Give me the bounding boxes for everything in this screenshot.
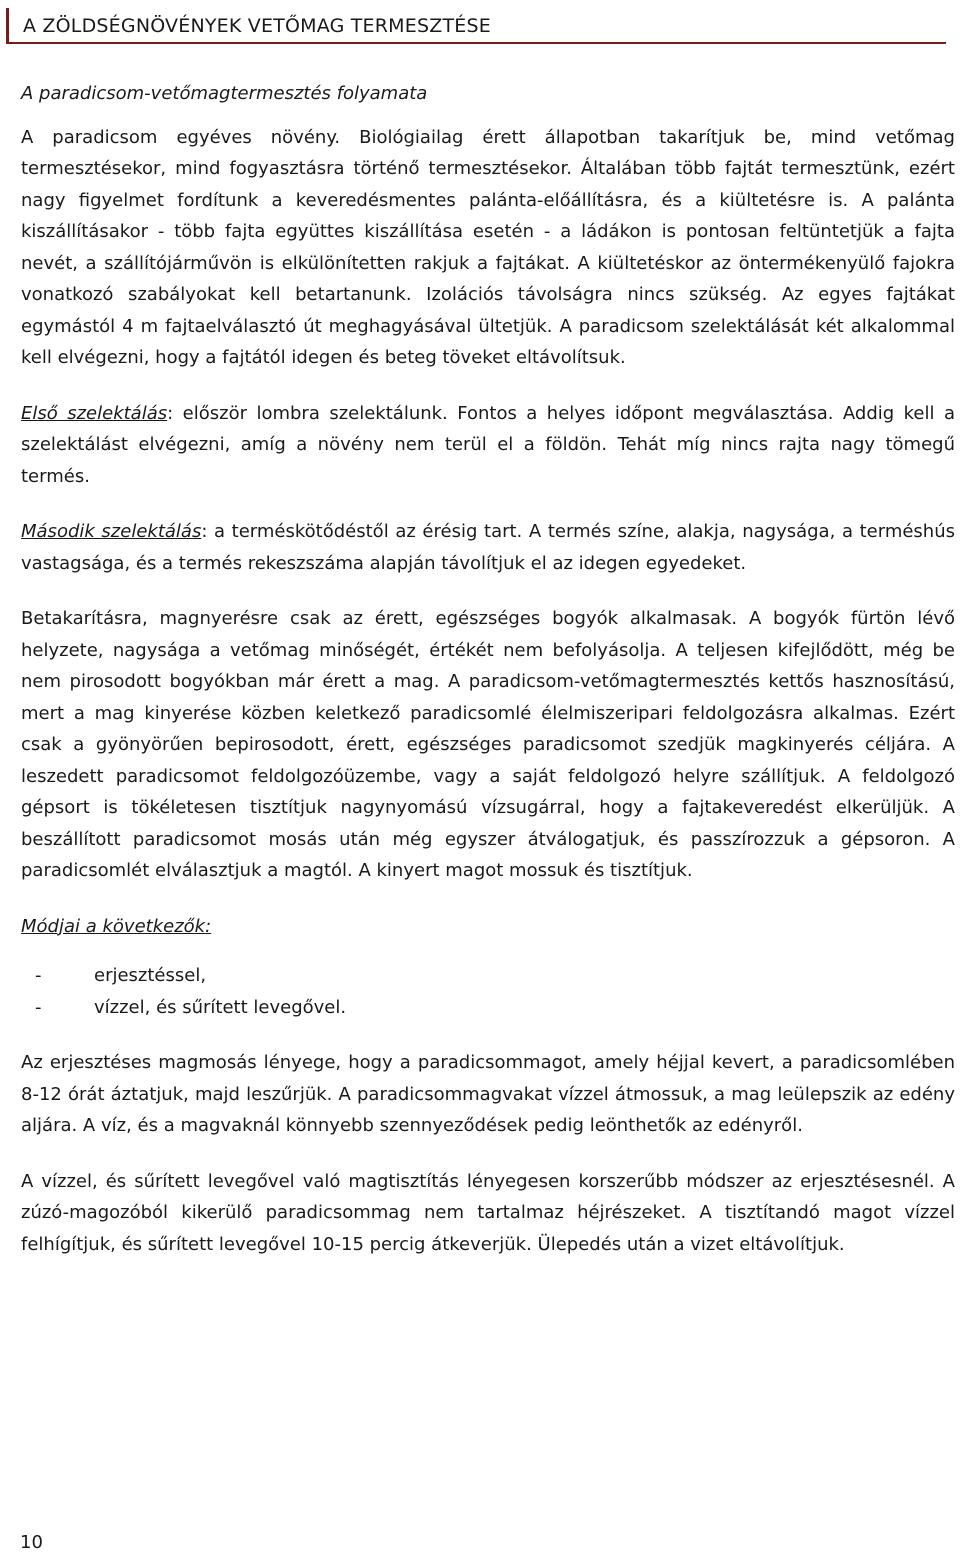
first-selection-text: : először lombra szelektálunk. Fontos a helyes időpont megválasztása. Addig kell a szelektálást elvégezni, amíg a növény nem terül el a földön. Tehát míg nincs rajta nagy tömegű termés. [21,402,956,487]
header-title: A ZÖLDSÉGNÖVÉNYEK VETŐMAG TERMESZTÉSE [23,15,491,37]
list-item [21,960,955,992]
paragraph-fermentation: Az erjesztéses magmosás lényege, hogy a paradicsommagot, amely héjjal kevert, a paradicsomlében 8-12 órát áztatjuk, majd leszűrjük. A paradicsommagvakat vízzel átmossuk, a mag leülepszik az edény aljára. A víz, és a magvaknál könnyebb szennyeződések pedig leönthetők az edényről. [21,1052,955,1136]
second-selection-text: : a terméskötődéstől az érésig tart. A termés színe, alakja, nagysága, a terméshús vastagsága, és a termés rekeszszáma alapján távolítjuk el az idegen egyedeket. [21,521,955,574]
list-item-text: erjesztéssel, [94,965,207,986]
page-number: 10 [20,1532,43,1553]
document-body [21,78,955,1260]
page-header [6,8,946,44]
paragraph-air-cleaning: A vízzel, és sűrített levegővel való magtisztítás lényegesen korszerűbb módszer az erjesztésesnél. A zúzó-magozóból kikerülő paradicsommag nem tartalmaz héjrészeket. A tisztítandó magot vízzel felhígítjuk, és sűrített levegővel 10-15 percig átkeverjük. Ülepedés után a vizet eltávolítjuk. [21,1170,955,1255]
paragraph-intro: A paradicsom egyéves növény. Biológiailag érett állapotban takarítjuk be, mind vetőmag termesztésekor, mind fogyasztásra történő termesztésekor. Általában több fajtát termesztünk, ezért nagy figyelmet fordítunk a keveredésmentes palánta-előállításra, és a kiültetésre is. A palánta kiszállításakor - több fajta együttes kiszállítása esetén - a ládákon is pontosan feltüntetjük a fajta nevét, a szállítójárművön is elkülönítetten rakjuk a fajtákat. A kiültetéskor az öntermékenyülő fajokra vonatkozó szabályokat kell betartanunk. Izolációs távolságra nincs szükség. Az egyes fajtákat egymástól 4 m fajtaelválasztó út meghagyásával ültetjük. A paradicsom szelektálását két alkalommal kell elvégezni, hogy a fajtától idegen és beteg töveket eltávolítsuk. [21,126,955,368]
term-first-selection: Első szelektálás [21,402,168,424]
paragraph-harvest: Betakarításra, magnyerésre csak az érett, egészséges bogyók alkalmasak. A bogyók fürtön lévő helyzete, nagysága a vetőmag minőségét, értékét nem befolyásolja. A teljesen kifejlődött, még be nem pirosodott bogyókban már érett a mag. A paradicsom-vetőmagtermesztés kettős hasznosítású, mert a mag kinyerése közben keletkező paradicsomlé élelmiszeripari feldolgozásra alkalmas. Ezért csak a gyönyörűen bepirosodott, érett, egészséges paradicsomot szedjük magkinyerés céljára. A leszedett paradicsomot feldolgozóüzembe, vagy a saját feldolgozó helyre szállítjuk. A feldolgozó gépsort is tökéletesen tisztítjuk nagynyomású vízsugárral, hogy a fajtakeveredést elkerüljük. A beszállított paradicsomot mosás után még egyszer átválogatjuk, és passzírozzuk a gépsoron. A paradicsomlét elválasztjuk a magtól. A kinyert magot mossuk és tisztítjuk. [21,608,955,881]
methods-list [21,960,955,1023]
list-dash: - [35,965,42,986]
paragraph-first-selection [21,398,955,493]
list-dash: - [35,996,42,1018]
section-title: A paradicsom-vetőmagtermesztés folyamata [21,83,428,104]
list-item [21,992,955,1024]
paragraph-second-selection [21,516,955,579]
term-second-selection: Második szelektálás [21,521,202,542]
list-item-text: vízzel, és sűrített levegővel. [94,996,347,1018]
methods-title: Módjai a következők: [21,915,212,937]
